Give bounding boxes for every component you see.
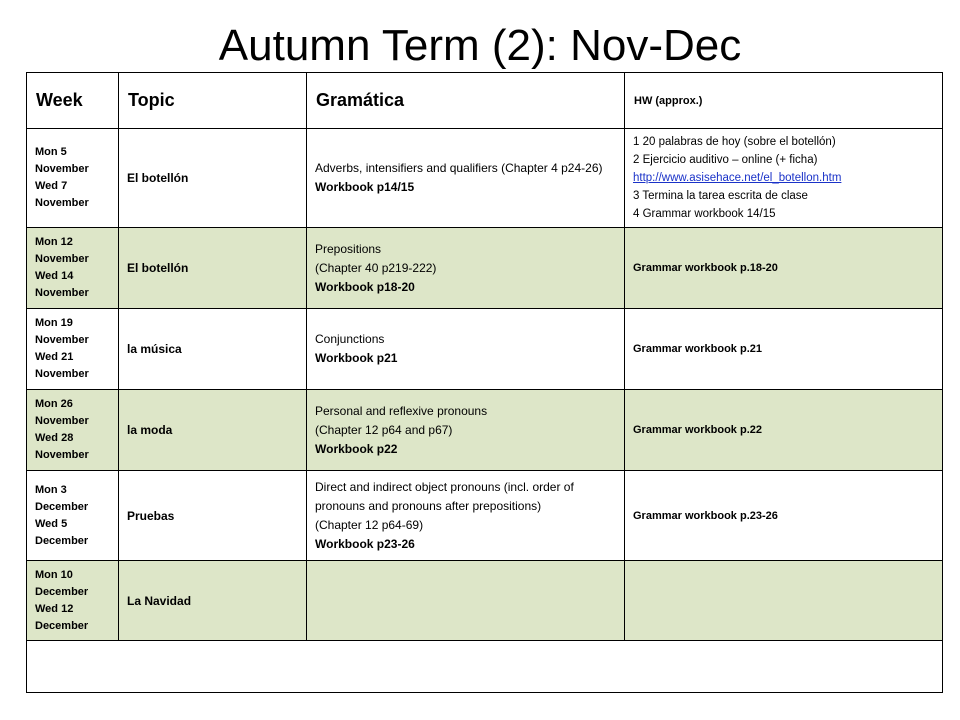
grammar-workbook: Workbook p22 xyxy=(315,441,398,456)
week-cell xyxy=(27,390,119,471)
table-row xyxy=(27,228,943,309)
week-line: Wed 28 xyxy=(35,432,74,444)
week-cell xyxy=(27,471,119,561)
topic-cell: La Navidad xyxy=(119,561,307,641)
topic-cell: Pruebas xyxy=(119,471,307,561)
hw-cell: Grammar workbook p.18-20 xyxy=(625,228,943,309)
blank-row xyxy=(27,641,943,693)
table-row xyxy=(27,561,943,641)
topic-cell: la música xyxy=(119,309,307,390)
grammar-cell xyxy=(307,561,625,641)
week-line: Mon 10 xyxy=(35,568,73,581)
hw-line: 2 Ejercicio auditivo – online (+ ficha) xyxy=(633,154,818,166)
hw-cell: Grammar workbook p.23-26 xyxy=(625,471,943,561)
hw-line: 1 20 palabras de hoy (sobre el botellón) xyxy=(633,136,836,148)
grammar-line: (Chapter 40 p219-222) xyxy=(315,260,437,275)
week-line: December xyxy=(35,619,89,632)
week-cell xyxy=(27,129,119,228)
topic-cell: El botellón xyxy=(119,228,307,309)
topic-cell: la moda xyxy=(119,390,307,471)
grammar-line: Personal and reflexive pronouns xyxy=(315,403,488,418)
table-row xyxy=(27,129,943,228)
grammar-line: Direct and indirect object pronouns (incl. order of pronouns and pronouns after prepositions) xyxy=(315,479,574,513)
week-line: November xyxy=(35,253,89,265)
week-line: Wed 7 xyxy=(35,180,68,192)
grammar-cell xyxy=(307,228,625,309)
week-line: Wed 14 xyxy=(35,270,74,282)
week-line: November xyxy=(35,163,89,175)
week-line: December xyxy=(35,585,89,598)
table-row xyxy=(27,390,943,471)
hw-cell xyxy=(625,561,943,641)
week-line: December xyxy=(35,534,89,547)
table-header-row xyxy=(27,73,943,129)
header-week: Week xyxy=(27,73,119,129)
week-line: Mon 26 xyxy=(35,398,73,410)
grammar-workbook: Workbook p18-20 xyxy=(315,279,415,294)
week-line: Wed 12 xyxy=(35,602,74,615)
hw-cell: Grammar workbook p.22 xyxy=(625,390,943,471)
week-cell xyxy=(27,228,119,309)
table-row xyxy=(27,471,943,561)
grammar-line: Conjunctions xyxy=(315,332,385,346)
week-cell xyxy=(27,309,119,390)
header-hw: HW (approx.) xyxy=(625,73,943,129)
week-line: Wed 5 xyxy=(35,517,68,530)
week-line: Wed 21 xyxy=(35,351,74,363)
header-grammar: Gramática xyxy=(307,73,625,129)
hw-link[interactable]: http://www.asisehace.net/el_botellon.htm xyxy=(633,172,842,184)
hw-cell: Grammar workbook p.21 xyxy=(625,309,943,390)
week-line: November xyxy=(35,334,89,346)
grammar-line: (Chapter 12 p64-69) xyxy=(315,517,424,532)
hw-cell xyxy=(625,129,943,228)
week-line: December xyxy=(35,500,89,513)
grammar-cell xyxy=(307,471,625,561)
hw-line: 3 Termina la tarea escrita de clase xyxy=(633,190,808,202)
week-line: November xyxy=(35,415,89,427)
grammar-line: Adverbs, intensifiers and qualifiers (Chapter 4 p24-26) xyxy=(315,161,603,175)
grammar-workbook: Workbook p23-26 xyxy=(315,536,415,551)
week-cell xyxy=(27,561,119,641)
page-title: Autumn Term (2): Nov-Dec xyxy=(218,21,742,70)
week-line: November xyxy=(35,287,89,299)
week-line: Mon 12 xyxy=(35,236,73,248)
header-topic: Topic xyxy=(119,73,307,129)
topic-cell: El botellón xyxy=(119,129,307,228)
week-line: November xyxy=(35,368,89,380)
grammar-line: Prepositions xyxy=(315,241,382,256)
hw-line: 4 Grammar workbook 14/15 xyxy=(633,208,776,220)
grammar-cell xyxy=(307,309,625,390)
grammar-workbook: Workbook p14/15 xyxy=(315,180,415,194)
week-line: November xyxy=(35,197,89,209)
schedule-table xyxy=(26,72,943,693)
week-line: Mon 5 xyxy=(35,146,67,158)
table-row xyxy=(27,309,943,390)
week-line: Mon 19 xyxy=(35,317,73,329)
blank-cell xyxy=(27,641,943,693)
grammar-line: (Chapter 12 p64 and p67) xyxy=(315,422,453,437)
week-line: Mon 3 xyxy=(35,483,67,496)
grammar-workbook: Workbook p21 xyxy=(315,351,398,365)
grammar-cell xyxy=(307,129,625,228)
grammar-cell xyxy=(307,390,625,471)
week-line: November xyxy=(35,449,89,461)
